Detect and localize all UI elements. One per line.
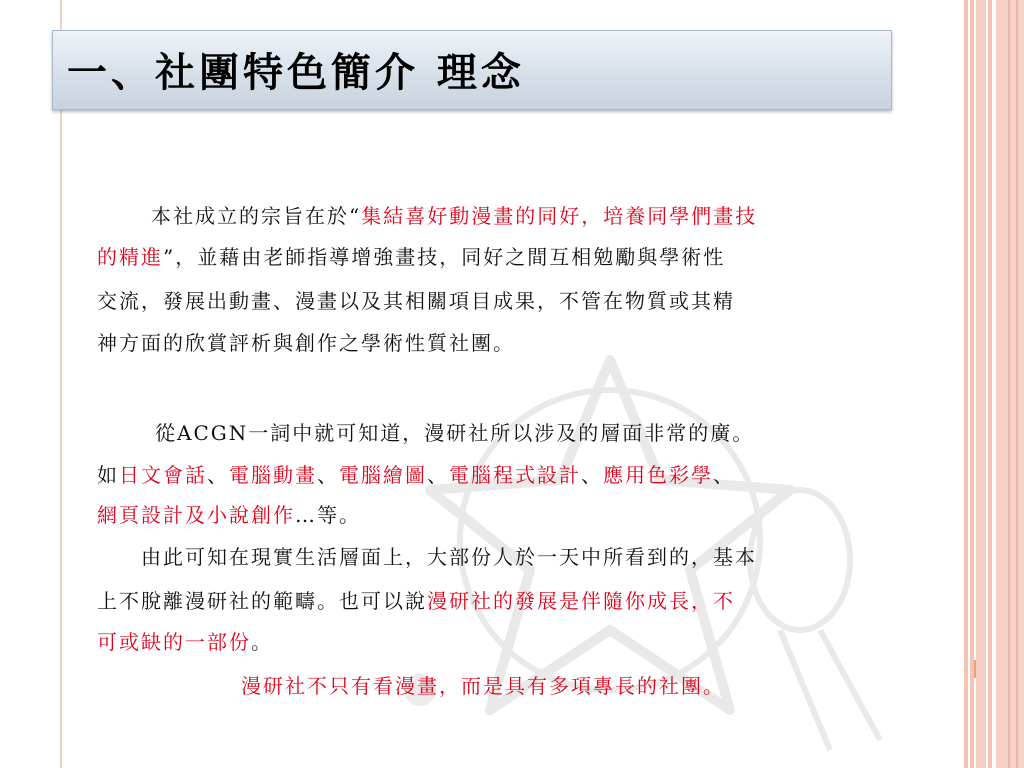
edge-mark — [974, 660, 976, 678]
highlight-text: 集結喜好動漫畫的同好，培養同學們畫技 — [361, 204, 758, 228]
text-line: 神方面的欣賞評析與創作之學術性質社團。 — [97, 331, 515, 355]
text-span: …等。 — [295, 503, 361, 527]
highlight-text: 應用色彩學 — [603, 463, 713, 487]
text-line: 由此可知在現實生活層面上，大部份人於一天中所看到的，基本 — [141, 545, 757, 569]
text-line — [97, 241, 725, 270]
highlight-text: 電腦繪圖 — [339, 463, 427, 487]
separator: 、 — [713, 463, 735, 487]
title-banner — [52, 30, 892, 110]
highlight-text: 網頁設計及小說創作 — [97, 503, 295, 527]
highlight-text: 日文會話 — [119, 463, 207, 487]
text-line — [97, 626, 273, 655]
highlight-text: 電腦動畫 — [229, 463, 317, 487]
text-line: 漫研社不只有看漫畫，而是具有多項專長的社團。 — [241, 674, 725, 698]
text-line: 交流，發展出動畫、漫畫以及其相關項目成果，不管在物質或其精 — [97, 289, 735, 313]
text-span: 。 — [251, 630, 273, 654]
text-line — [97, 499, 361, 528]
highlight-text: 漫研社的發展是伴隨你成長，不 — [427, 589, 735, 613]
separator: 、 — [317, 463, 339, 487]
slide-title: 一、社團特色簡介 理念 — [67, 49, 525, 96]
text-span: 如 — [97, 463, 119, 487]
separator: 、 — [207, 463, 229, 487]
text-span: ”，並藉由老師指導增強畫技，同好之間互相勉勵與學術性 — [163, 245, 726, 269]
left-rule — [60, 0, 62, 768]
decorative-stripes — [964, 0, 1024, 768]
text-span: 本社成立的宗旨在於“ — [151, 204, 362, 228]
separator: 、 — [427, 463, 449, 487]
text-span: 上不脫離漫研社的範疇。也可以說 — [97, 589, 427, 613]
highlight-text: 的精進 — [97, 245, 163, 269]
text-line — [97, 459, 735, 488]
text-line — [97, 585, 735, 614]
text-line: 從ACGN一詞中就可知道，漫研社所以涉及的層面非常的廣。 — [155, 421, 755, 445]
separator: 、 — [581, 463, 603, 487]
text-line — [151, 200, 757, 229]
highlight-text: 可或缺的一部份 — [97, 630, 251, 654]
highlight-text: 電腦程式設計 — [449, 463, 581, 487]
